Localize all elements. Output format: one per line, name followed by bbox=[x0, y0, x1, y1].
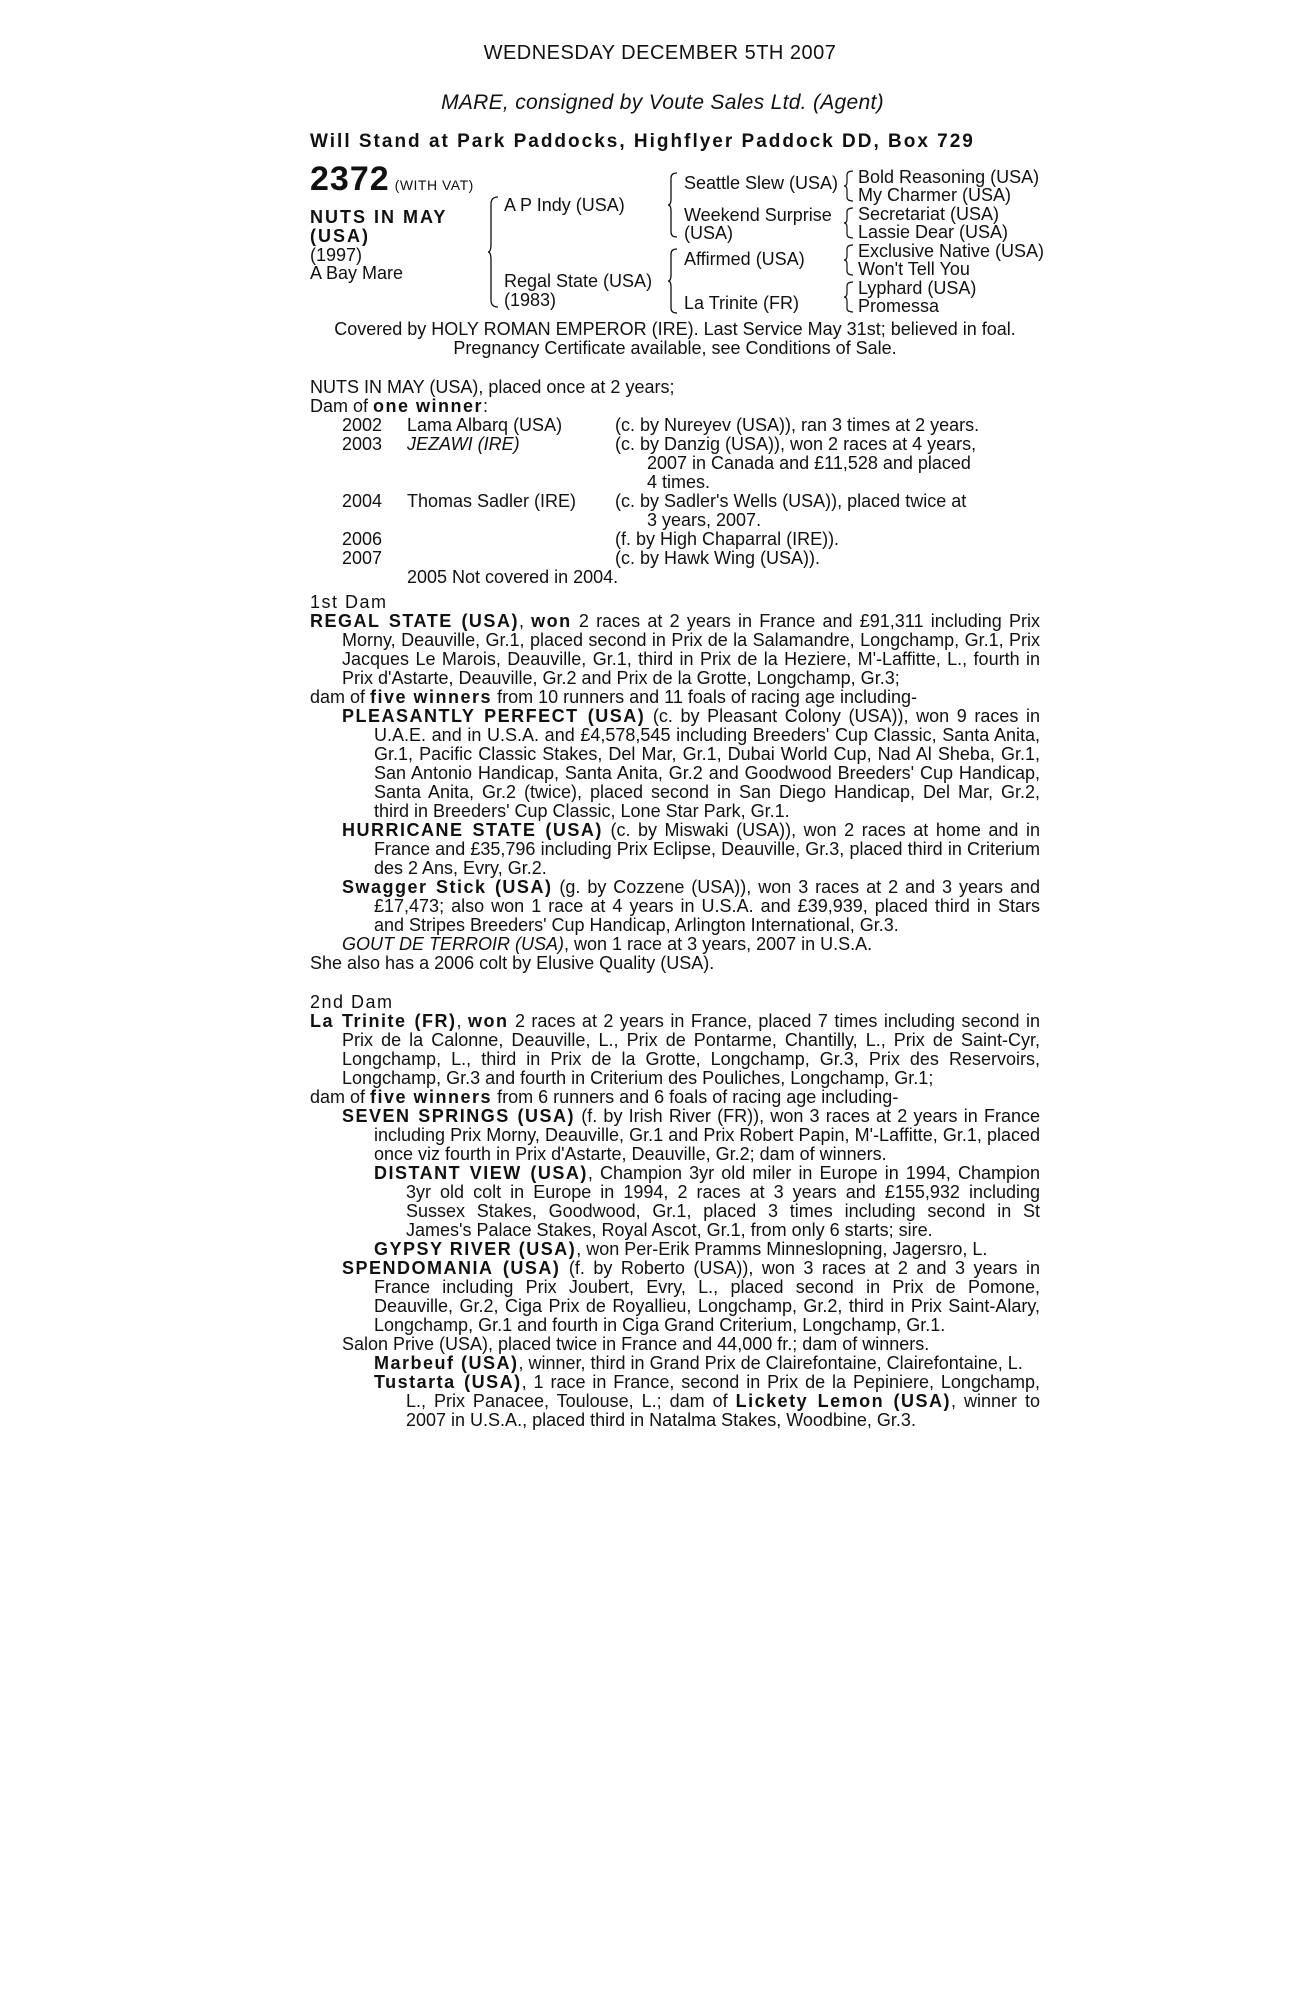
first-dam-closing: She also has a 2006 colt by Elusive Quality (USA). bbox=[310, 953, 715, 973]
produce-row bbox=[342, 435, 985, 492]
produce-year: 2003 bbox=[342, 434, 383, 454]
dam-year: (1983) bbox=[504, 290, 557, 310]
sale-date: WEDNESDAY DECEMBER 5TH 2007 bbox=[483, 42, 837, 64]
produce-year: 2006 bbox=[342, 529, 383, 549]
seven-springs-entry: SEVEN SPRINGS (USA) (f. by Irish River (FR)), won 3 races at 2 years in France including Prix Morny, Deauville, Gr.1 and Prix Robert Papin, M'-Laffitte, Gr.1, placed once viz fourth in Prix d'Astarte, Deauville, Gr.2; dam of winners. bbox=[342, 1106, 1040, 1164]
offspring-entry bbox=[310, 935, 1040, 954]
produce-details bbox=[615, 416, 985, 435]
sire-name: A P Indy (USA) bbox=[504, 195, 625, 215]
ggp-2: My Charmer (USA) bbox=[858, 185, 1012, 205]
gypsy-river-entry: GYPSY RIVER (USA), won Per-Erik Pramms Minneslopning, Jagersro, L. bbox=[374, 1239, 988, 1259]
produce-row bbox=[342, 416, 985, 435]
dam-sire: Affirmed (USA) bbox=[684, 249, 805, 269]
second-dam-record: La Trinite (FR), won 2 races at 2 years in France, placed 7 times including second in Prix de la Calonne, Deauville, L., Prix de Pontarme, Chantilly, L., Prix de Saint-Cyr, Longchamp, L., third in Prix de la Grotte, Longchamp, Gr.3, Prix des Reservoirs, Longchamp, Gr.3 and fourth in Criterium des Pouliches, Longchamp, Gr.1; bbox=[310, 1011, 1040, 1088]
produce-details bbox=[615, 435, 985, 492]
spendomania-entry: SPENDOMANIA (USA) (f. by Roberto (USA)), won 3 races at 2 and 3 years in France including Prix Joubert, Evry, L., placed second in Prix de Pomone, Deauville, Gr.2, Ciga Prix de Royallieu, Longchamp, Gr.2, third in Prix Saint-Alary, Longchamp, Gr.1 and fourth in Ciga Grand Criterium, Longchamp, Gr.1. bbox=[342, 1258, 1040, 1335]
produce-detail-line: (c. by Danzig (USA)), won 2 races at 4 years, bbox=[615, 434, 977, 454]
produce-foal-name: Thomas Sadler (IRE) bbox=[407, 491, 577, 511]
produce-dam-of: Dam of one winner: bbox=[310, 396, 489, 416]
lot-number: 2372 bbox=[310, 160, 390, 198]
produce-detail-line: (c. by Hawk Wing (USA)). bbox=[615, 548, 821, 568]
horse-country: (USA) bbox=[310, 226, 370, 246]
produce-details bbox=[615, 530, 985, 549]
marbeuf-entry: Marbeuf (USA), winner, third in Grand Prix de Clairefontaine, Clairefontaine, L. bbox=[374, 1353, 1023, 1373]
distant-view-entry: DISTANT VIEW (USA), Champion 3yr old miler in Europe in 1994, Champion 3yr old colt in Europe in 1994, 2 races at 3 years and £155,932 including Sussex Stakes, Goodwood, Gr.1, placed 3 times including second in St James's Palace Stakes, Royal Ascot, Gr.1, from only 6 starts; sire. bbox=[374, 1163, 1040, 1240]
second-dam-heading: 2nd Dam bbox=[310, 992, 394, 1012]
sire-parents-brace bbox=[668, 172, 678, 238]
produce-year: 2004 bbox=[342, 491, 383, 511]
sire-dam-brace bbox=[488, 196, 500, 308]
produce-intro: NUTS IN MAY (USA), placed once at 2 years; bbox=[310, 377, 675, 397]
first-dam-offspring-list bbox=[310, 707, 1040, 954]
second-dam-dam-of: dam of five winners from 6 runners and 6 foals of racing age including- bbox=[310, 1087, 899, 1107]
sire-sire: Seattle Slew (USA) bbox=[684, 173, 839, 193]
pedigree-block bbox=[310, 160, 1045, 320]
ggp-brace-3 bbox=[844, 244, 854, 276]
dam-dam: La Trinite (FR) bbox=[684, 293, 800, 313]
produce-detail-line: (f. by High Chaparral (IRE)). bbox=[615, 529, 840, 549]
first-dam-heading: 1st Dam bbox=[310, 592, 388, 612]
covered-line-1: Covered by HOLY ROMAN EMPEROR (IRE). Last Service May 31st; believed in foal. bbox=[334, 319, 1016, 339]
produce-table bbox=[342, 416, 985, 568]
produce-foal-name bbox=[407, 530, 615, 549]
ggp-6: Won't Tell You bbox=[858, 259, 970, 279]
produce-row bbox=[342, 530, 985, 549]
offspring-name: PLEASANTLY PERFECT (USA) bbox=[342, 706, 646, 726]
produce-foal-name bbox=[407, 549, 615, 568]
not-covered-note: 2005 Not covered in 2004. bbox=[407, 567, 619, 587]
offspring-record: (c. by Miswaki (USA)), won 2 races at home and in France and £35,796 including Prix Eclipse, Deauville, Gr.3, placed third in Criterium des 2 Ans, Evry, Gr.2. bbox=[374, 820, 1040, 878]
salon-prive-entry: Salon Prive (USA), placed twice in France and 44,000 fr.; dam of winners. bbox=[342, 1334, 930, 1354]
produce-detail-line: 2007 in Canada and £11,528 and placed bbox=[647, 453, 971, 473]
horse-year: (1997) bbox=[310, 245, 363, 265]
offspring-name: HURRICANE STATE (USA) bbox=[342, 820, 603, 840]
horse-name: NUTS IN MAY bbox=[310, 207, 448, 227]
offspring-entry bbox=[310, 821, 1040, 878]
offspring-record: , won 1 race at 3 years, 2007 in U.S.A. bbox=[564, 934, 873, 954]
sire-dam-line2: (USA) bbox=[684, 223, 733, 243]
ggp-3: Secretariat (USA) bbox=[858, 204, 1000, 224]
horse-description: A Bay Mare bbox=[310, 263, 404, 283]
ggp-4: Lassie Dear (USA) bbox=[858, 222, 1009, 242]
produce-year: 2007 bbox=[342, 548, 383, 568]
ggp-brace-2 bbox=[844, 207, 854, 239]
lot-number-line bbox=[310, 160, 474, 198]
tustarta-entry: Tustarta (USA), 1 race in France, second in Prix de la Pepiniere, Longchamp, L., Prix Panacee, Toulouse, L.; dam of Lickety Lemon (USA), winner to 2007 in U.S.A., placed third in Natalma Stakes, Woodbine, Gr.3. bbox=[374, 1372, 1040, 1430]
ggp-8: Promessa bbox=[858, 296, 940, 316]
offspring-name: GOUT DE TERROIR (USA) bbox=[342, 934, 565, 954]
produce-year: 2002 bbox=[342, 415, 383, 435]
produce-foal-name: JEZAWI (IRE) bbox=[407, 434, 520, 454]
offspring-name: Swagger Stick (USA) bbox=[342, 877, 553, 897]
offspring-record: (g. by Cozzene (USA)), won 3 races at 2 and 3 years and £17,473; also won 1 race at 4 years in U.S.A. and £39,939, placed third in Stars and Stripes Breeders' Cup Handicap, Arlington International, Gr.3. bbox=[374, 877, 1040, 935]
ggp-1: Bold Reasoning (USA) bbox=[858, 167, 1040, 187]
consignment-line: MARE, consigned by Voute Sales Ltd. (Agent) bbox=[441, 91, 884, 114]
produce-details bbox=[615, 492, 985, 530]
ggp-brace-1 bbox=[844, 170, 854, 202]
produce-detail-line: 4 times. bbox=[647, 472, 711, 492]
stand-location: Will Stand at Park Paddocks, Highflyer Paddock DD, Box 729 bbox=[310, 131, 975, 152]
produce-detail-line: 3 years, 2007. bbox=[647, 510, 762, 530]
offspring-entry bbox=[310, 707, 1040, 821]
sire-dam-line1: Weekend Surprise bbox=[684, 205, 832, 225]
produce-row bbox=[342, 492, 985, 530]
dam-parents-brace bbox=[668, 248, 678, 314]
first-dam-dam-of: dam of five winners from 10 runners and 11 foals of racing age including- bbox=[310, 687, 917, 707]
catalogue-page bbox=[310, 42, 1045, 1430]
offspring-entry bbox=[310, 878, 1040, 935]
ggp-5: Exclusive Native (USA) bbox=[858, 241, 1045, 261]
produce-row bbox=[342, 549, 985, 568]
first-dam-record: REGAL STATE (USA), won 2 races at 2 years in France and £91,311 including Prix Morny, Deauville, Gr.1, placed second in Prix de la Salamandre, Longchamp, Gr.1, Prix Jacques Le Marois, Deauville, Gr.1, third in Prix de la Heziere, M'-Laffitte, L., fourth in Prix d'Astarte, Deauville, Gr.2 and Prix de la Grotte, Longchamp, Gr.3; bbox=[310, 611, 1040, 688]
offspring-record: (c. by Pleasant Colony (USA)), won 9 races in U.A.E. and in U.S.A. and £4,578,545 including Breeders' Cup Classic, Santa Anita, Gr.1, Pacific Classic Stakes, Del Mar, Gr.1, Dubai World Cup, Nad Al Sheba, Gr.1, San Antonio Handicap, Santa Anita, Gr.2 and Goodwood Breeders' Cup Handicap, Santa Anita, Gr.2 (twice), placed second in San Diego Handicap, Del Mar, Gr.2, third in Breeders' Cup Classic, Lone Star Park, Gr.1. bbox=[374, 706, 1040, 821]
produce-details bbox=[615, 549, 985, 568]
dam-name: Regal State (USA) bbox=[504, 271, 653, 291]
covered-line-2: Pregnancy Certificate available, see Conditions of Sale. bbox=[453, 338, 897, 358]
produce-foal-name: Lama Albarq (USA) bbox=[407, 415, 563, 435]
vat-note: (WITH VAT) bbox=[394, 177, 474, 193]
ggp-brace-4 bbox=[844, 281, 854, 313]
produce-detail-line: (c. by Nureyev (USA)), ran 3 times at 2 years. bbox=[615, 415, 980, 435]
ggp-7: Lyphard (USA) bbox=[858, 278, 977, 298]
produce-detail-line: (c. by Sadler's Wells (USA)), placed twice at bbox=[615, 491, 967, 511]
